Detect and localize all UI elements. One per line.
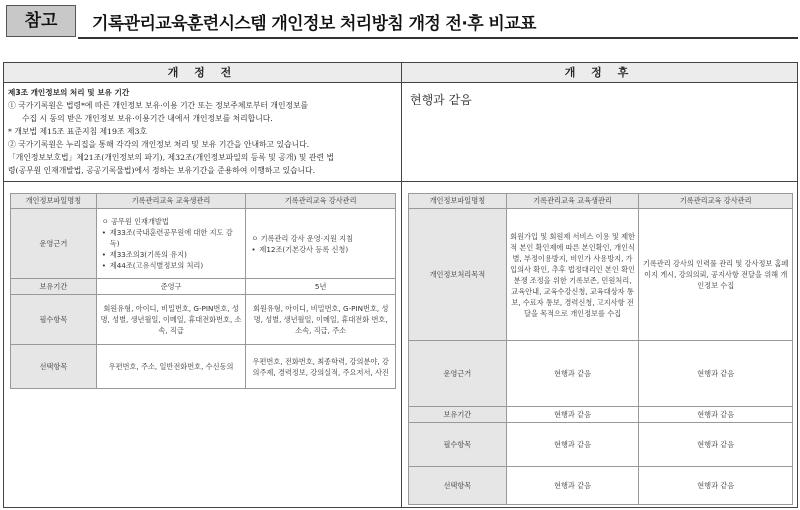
row-label-period: 보유기간 [409, 407, 507, 423]
cell-optional-student: 현행과 같음 [506, 467, 639, 505]
cell-required-instructor: 현행과 같음 [639, 423, 793, 467]
paragraph-3b: 령(공무원 인재개발법, 공공기록물법)에서 정하는 보유기간을 준용하여 이행하고 있습니다. [8, 166, 316, 175]
comparison-table [3, 62, 798, 508]
cell-period-instructor: 현행과 같음 [639, 407, 793, 423]
cell-optional-student: 우편번호, 주소, 일반전화번호, 수신동의 [96, 345, 246, 389]
row-label-optional: 선택항목 [409, 467, 507, 505]
reference-badge: 참고 [6, 5, 76, 37]
paragraph-1b: 수집 시 동의 받은 개인정보 보유·이용기간 내에서 개인정보를 처리합니다. [22, 114, 273, 123]
before-file-table [10, 193, 396, 389]
cell-required-student: 현행과 같음 [506, 423, 639, 467]
cell-required-student: 회원유형, 아이디, 비밀번호, G-PIN번호, 성명, 성별, 생년월일, 이메일, 휴대전화번호, 소속, 직급 [96, 295, 246, 345]
cell-basis-student: 현행과 같음 [506, 341, 639, 407]
row-label-purpose: 개인정보처리목적 [409, 209, 507, 341]
column-divider [401, 63, 402, 507]
cell-optional-instructor: 우편번호, 전화번호, 최종학력, 강의분야, 강의주제, 경력정보, 강의실적, 주요저서, 사진 [246, 345, 396, 389]
before-column-header: 개 정 전 [4, 63, 401, 83]
article-title: 제3조 개인정보의 처리 및 보유 기간 [8, 88, 130, 97]
cell-purpose-instructor: 기록관리 강사의 인력풀 관리 및 강사정보 홈페이지 게시, 강의의뢰, 공지사항 전달을 위해 개인정보 수집 [639, 209, 793, 341]
list-item: • 제44조(고유식별정보의 처리) [102, 260, 241, 271]
cell-optional-instructor: 현행과 같음 [639, 467, 793, 505]
cell-period-student: 준영구 [96, 279, 246, 295]
after-section-divider [402, 181, 797, 182]
after-column-header: 개 정 후 [402, 63, 797, 83]
after-article-text: 현행과 같음 [410, 93, 472, 107]
header-file-name: 개인정보파일명칭 [11, 194, 97, 209]
cell-basis-instructor: ㅇ 기록관리 강사 운영·지원 지침 • 제12조(기본강사 등록 신청) [246, 209, 396, 279]
cell-required-instructor: 회원유형, 아이디, 비밀번호, G-PIN번호, 성명, 성별, 생년월일, 이메일, 휴대전화 번호, 소속, 직급, 주소 [246, 295, 396, 345]
list-item: • 제33조(국내훈련공무원에 대한 지도 감독) [102, 227, 241, 249]
header-instructor-mgmt: 기록관리교육 강사관리 [639, 194, 793, 209]
cell-period-student: 현행과 같음 [506, 407, 639, 423]
header-file-name: 개인정보파일명칭 [409, 194, 507, 209]
page-title: 기록관리교육훈련시스템 개인정보 처리방침 개정 전·후 비교표 [92, 14, 536, 34]
list-item: • 제33조의3(기록의 유지) [102, 249, 241, 260]
row-label-basis: 운영근거 [11, 209, 97, 279]
footnote: * 개보법 제15조 표준지침 제19조 제3호 [8, 127, 148, 136]
paragraph-3a: 「개인정보보호법」제21조(개인정보의 파기), 제32조(개인정보파일의 등록 및 공개) 및 관련 법 [8, 153, 334, 162]
cell-basis-student: ㅇ 공무원 인재개발법 • 제33조(국내훈련공무원에 대한 지도 감독) • 제33조의3(기록의 유지) • 제44조(고유식별정보의 처리) [96, 209, 246, 279]
paragraph-2: ② 국가기록원은 누리집을 통해 각각의 개인정보 처리 및 보유 기간을 안내하고 있습니다. [8, 140, 310, 149]
row-label-basis: 운영근거 [409, 341, 507, 407]
page-header [0, 0, 800, 44]
row-label-optional: 선택항목 [11, 345, 97, 389]
header-instructor-mgmt: 기록관리교육 강사관리 [246, 194, 396, 209]
before-section-divider [4, 181, 401, 182]
header-student-mgmt: 기록관리교육 교육생관리 [96, 194, 246, 209]
row-label-required: 필수항목 [409, 423, 507, 467]
cell-basis-instructor: 현행과 같음 [639, 341, 793, 407]
paragraph-1a: ① 국가기록원은 법령*에 따른 개인정보 보유·이용 기간 또는 정보주체로부터 개인정보를 [8, 101, 309, 110]
title-underline [78, 37, 798, 39]
header-student-mgmt: 기록관리교육 교육생관리 [506, 194, 639, 209]
cell-purpose-student: 회원가입 및 회원제 서비스 이용 및 제한적 본인 확인제에 따른 본인확인, 개인식별, 부정이용방지, 비인가 사용방지, 가입의사 확인, 추후 법정대리인 본인 확인 분쟁 조정을 위한 기록보존, 민원처리, 교육안내, 교육수강신청, 교육대상자 통보, 수료자 통보, 경력신청, 고지사항 전달을 목적으로 개인정보를 수집 [506, 209, 639, 341]
after-file-table [408, 193, 793, 505]
cell-period-instructor: 5년 [246, 279, 396, 295]
row-label-period: 보유기간 [11, 279, 97, 295]
before-article-text [8, 86, 398, 177]
list-item: • 제12조(기본강사 등록 신청) [251, 244, 390, 255]
row-label-required: 필수항목 [11, 295, 97, 345]
